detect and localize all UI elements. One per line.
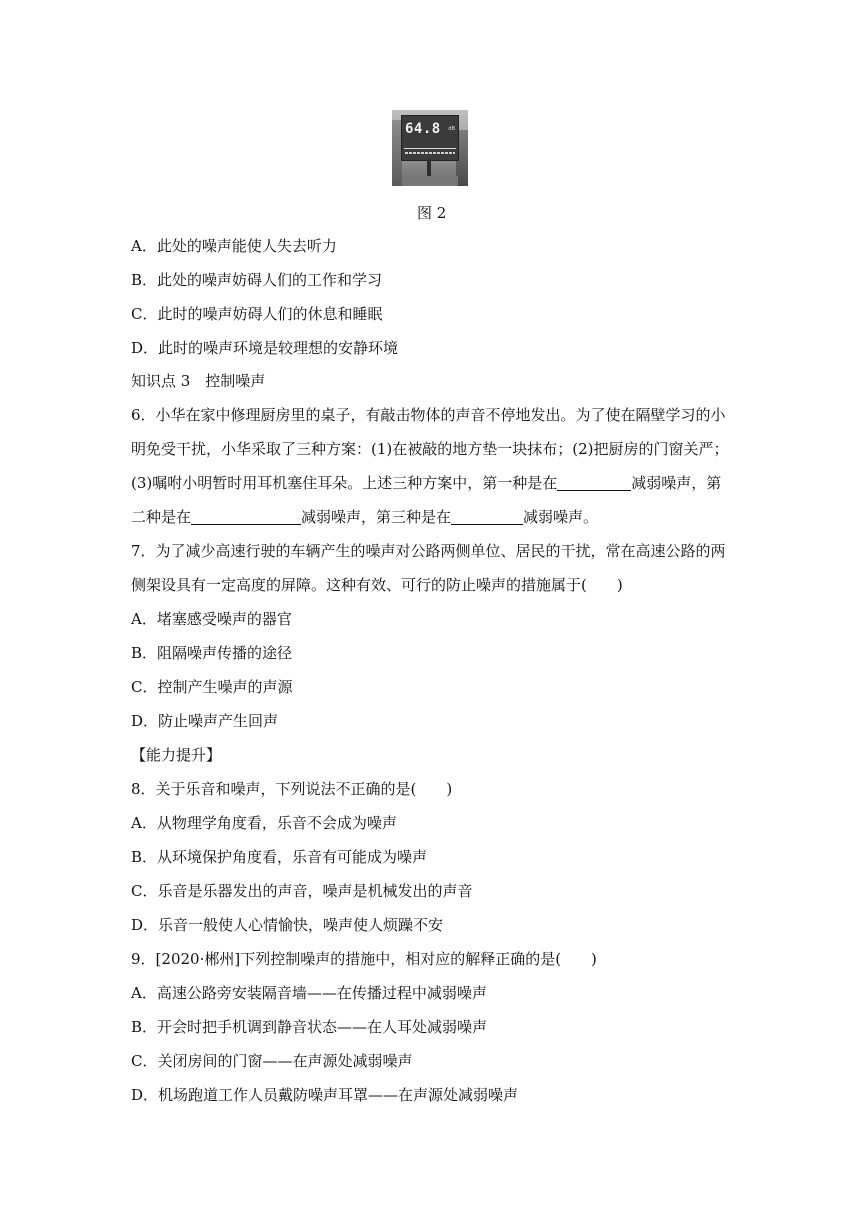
noise-monitor-photo — [392, 110, 468, 186]
figure-caption: 图 2 — [417, 204, 447, 222]
q8-option-d: D．乐音一般使人心情愉快，噪声使人烦躁不安 — [131, 916, 444, 934]
q6-line-3-text-a: (3)嘱咐小明暂时用耳机塞住耳朵。上述三种方案中，第一种是在 — [131, 474, 558, 492]
q7-option-b: B．阻隔噪声传播的途径 — [131, 644, 293, 662]
q9-option-b: B．开会时把手机调到静音状态——在人耳处减弱噪声 — [131, 1018, 488, 1036]
ground — [402, 176, 458, 186]
q7-line-1: 7．为了减少高速行驶的车辆产生的噪声对公路两侧单位、居民的干扰，常在高速公路的两 — [131, 542, 726, 560]
noise-reading: 64.8 — [405, 121, 441, 137]
q7-option-c: C．控制产生噪声的声源 — [131, 678, 293, 696]
q8-stem: 8．关于乐音和噪声，下列说法不正确的是( ) — [131, 780, 453, 798]
q9-option-c: C．关闭房间的门窗——在声源处减弱噪声 — [131, 1052, 413, 1070]
noise-display-board — [401, 115, 459, 161]
ability-heading: 【能力提升】 — [131, 746, 222, 764]
noise-unit: dB — [448, 126, 455, 132]
q6-line-4 — [131, 507, 598, 527]
q6-line-1: 6．小华在家中修理厨房里的桌子，有敲击物体的声音不停地发出。为了使在隔壁学习的小 — [131, 406, 726, 424]
section-heading: 知识点 3 控制噪声 — [131, 372, 266, 390]
q5-option-b: B．此处的噪声妨碍人们的工作和学习 — [131, 271, 383, 289]
q9-option-a: A．高速公路旁安装隔音墙——在传播过程中减弱噪声 — [131, 984, 487, 1002]
q6-line-4-text-c: 减弱噪声。 — [523, 508, 599, 526]
q6-blank-2[interactable] — [191, 508, 301, 525]
q5-option-d: D．此时的噪声环境是较理想的安静环境 — [131, 339, 399, 357]
display-small-text — [405, 152, 455, 154]
q9-stem: 9．[2020·郴州]下列控制噪声的措施中，相对应的解释正确的是( ) — [131, 950, 597, 968]
q5-option-c: C．此时的噪声妨碍人们的休息和睡眠 — [131, 305, 383, 323]
q6-line-3 — [131, 473, 721, 493]
q8-option-c: C．乐音是乐器发出的声音，噪声是机械发出的声音 — [131, 882, 473, 900]
q9-option-d: D．机场跑道工作人员戴防噪声耳罩——在声源处减弱噪声 — [131, 1086, 519, 1104]
q6-blank-3[interactable] — [451, 508, 523, 525]
q6-blank-1[interactable] — [557, 474, 631, 491]
display-divider — [404, 148, 456, 149]
q6-line-3-text-b: 减弱噪声，第 — [631, 474, 722, 492]
q7-option-d: D．防止噪声产生回声 — [131, 712, 279, 730]
q7-option-a: A．堵塞感受噪声的器官 — [131, 610, 292, 628]
q7-line-2: 侧架设具有一定高度的屏障。这种有效、可行的防止噪声的措施属于( ) — [131, 576, 623, 594]
q6-line-4-text-a: 二种是在 — [131, 508, 192, 526]
q8-option-b: B．从环境保护角度看，乐音有可能成为噪声 — [131, 848, 428, 866]
q6-line-4-text-b: 减弱噪声，第三种是在 — [301, 508, 452, 526]
q6-line-2: 明免受干扰，小华采取了三种方案：(1)在被敲的地方垫一块抹布；(2)把厨房的门窗关严； — [131, 440, 729, 458]
q8-option-a: A．从物理学角度看，乐音不会成为噪声 — [131, 814, 397, 832]
q5-option-a: A．此处的噪声能使人失去听力 — [131, 237, 337, 255]
